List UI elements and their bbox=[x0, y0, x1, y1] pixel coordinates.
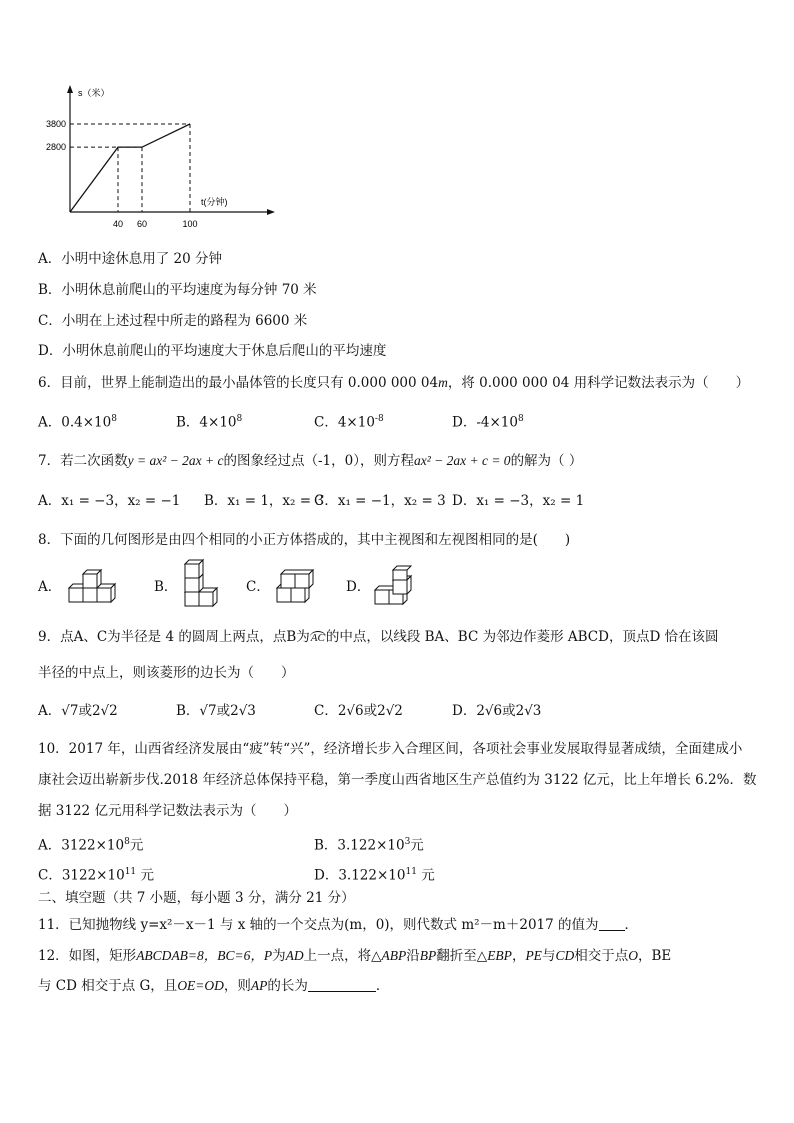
q9-option-b: B．√7或2√3 bbox=[176, 703, 256, 719]
q6-option-d: D．$-4\times 10^8$ bbox=[452, 414, 524, 431]
q7-option-a: A．x₁ = −3，x₂ = −1 bbox=[38, 493, 181, 509]
q8-option-a-label: A． bbox=[38, 579, 62, 595]
q10-stem-line2: 康社会迈出崭新步伐.2018 年经济总体保持平稳，第一季度山西省地区生产总值约为 3122 亿元，比上年增长 6.2%．数 bbox=[38, 772, 757, 788]
q7-option-c: C．x₁ = −1，x₂ = 3 bbox=[314, 493, 446, 509]
q9-option-a: A．√7或2√2 bbox=[38, 703, 118, 719]
q6-option-a: A．$0.4\times 10^8$ bbox=[38, 414, 117, 431]
q5-option-b: B．小明休息前爬山的平均速度为每分钟 70 米 bbox=[38, 282, 317, 298]
q7-equation: ax² − 2ax + c = 0 bbox=[413, 453, 511, 468]
section-heading-fill-in: 二、填空题（共 7 小题，每小题 3 分，满分 21 分） bbox=[38, 890, 355, 906]
q6-option-c: C．$4\times 10^{-8}$ bbox=[314, 414, 384, 431]
q12-stem-line2: 与 CD 相交于点 G，且OE=OD，则AP的长为 ． bbox=[38, 978, 390, 994]
q9-option-d: D．2√6或2√3 bbox=[452, 703, 542, 719]
q12-stem-line1: 12．如图，矩形ABCDAB=8，BC=6，P为AD上一点，将△ABP沿BP翻折至△EBP，PE与CD相交于点O，BE bbox=[38, 948, 672, 964]
q10-option-a: A．$3122\times 10^8$元 bbox=[38, 837, 144, 854]
q8-stem: 8．下面的几何图形是由四个相同的小正方体搭成的，其中主视图和左视图相同的是( ) bbox=[38, 532, 571, 548]
distance-time-chart bbox=[38, 82, 298, 232]
x-tick-60: 60 bbox=[136, 219, 148, 229]
q9-stem-line1: 9．点A、C为半径是 4 的圆周上两点，点B为AC的中点，以线段 BA、BC 为邻边作菱形 ABCD，顶点D 恰在该圆 bbox=[38, 629, 719, 645]
y-axis-label: s（米） bbox=[78, 88, 110, 98]
q8-figure-c bbox=[274, 566, 324, 606]
q7-function: y = ax² − 2ax + c bbox=[127, 453, 224, 468]
q12-answer-blank[interactable] bbox=[308, 977, 376, 992]
q11-stem: 11．已知抛物线 y=x²－x－1 与 x 轴的一个交点为(m，0)，则代数式 m²－m＋2017 的值为 ． bbox=[38, 917, 638, 933]
q9-stem-line2: 半径的中点上，则该菱形的边长为（ ） bbox=[38, 665, 295, 681]
q8-option-c-label: C． bbox=[246, 579, 270, 595]
q10-option-d: D．$3.122\times 10^{11}$ 元 bbox=[314, 867, 435, 884]
x-tick-100: 100 bbox=[182, 219, 198, 229]
q5-option-c: C．小明在上述过程中所走的路程为 6600 米 bbox=[38, 313, 308, 329]
x-axis-arrow bbox=[267, 209, 275, 215]
distance-series-line bbox=[70, 124, 190, 212]
q6-stem: 6．目前，世界上能制造出的最小晶体管的长度只有 0.000 000 04m，将 0.000 000 04 用科学记数法表示为（ ） bbox=[38, 375, 750, 391]
q5-option-d: D．小明休息前爬山的平均速度大于休息后爬山的平均速度 bbox=[38, 343, 387, 359]
q7-stem: 7．若二次函数y = ax² − 2ax + c的图象经过点（-1，0），则方程ax² − 2ax + c = 0的解为（ ） bbox=[38, 453, 583, 469]
q10-option-b: B．$3.122\times 10^3$元 bbox=[314, 837, 424, 854]
y-tick-3800: 3800 bbox=[45, 119, 66, 129]
q9-arc-ac: AC bbox=[310, 632, 325, 644]
y-tick-2800: 2800 bbox=[45, 142, 66, 153]
q8-figure-a bbox=[66, 566, 122, 606]
q8-figure-d bbox=[372, 564, 420, 608]
y-axis-arrow bbox=[67, 85, 73, 93]
x-axis-label: t(分钟) bbox=[201, 197, 228, 207]
q10-option-c: C．$3122\times 10^{11}$ 元 bbox=[38, 867, 154, 884]
q8-figure-b bbox=[182, 558, 222, 610]
q8-option-b-label: B． bbox=[154, 579, 178, 595]
q10-stem-line1: 10．2017 年，山西省经济发展由“疲”转“兴”，经济增长步入合理区间，各项社会事业发展取得显著成绩，全面建成小 bbox=[38, 741, 743, 757]
q5-option-a: A．小明中途休息用了 20 分钟 bbox=[38, 251, 223, 267]
q8-option-d-label: D． bbox=[346, 579, 371, 595]
q11-answer-blank[interactable] bbox=[599, 916, 625, 931]
q7-option-d: D．x₁ = −3，x₂ = 1 bbox=[452, 493, 585, 509]
q9-option-c: C．2√6或2√2 bbox=[314, 703, 403, 719]
q10-stem-line3: 据 3122 亿元用科学记数法表示为（ ） bbox=[38, 803, 297, 819]
q7-option-b: B．x₁ = 1，x₂ = 3 bbox=[204, 493, 324, 509]
x-tick-40: 40 bbox=[112, 219, 124, 229]
q6-option-b: B．$4\times 10^8$ bbox=[176, 414, 243, 431]
